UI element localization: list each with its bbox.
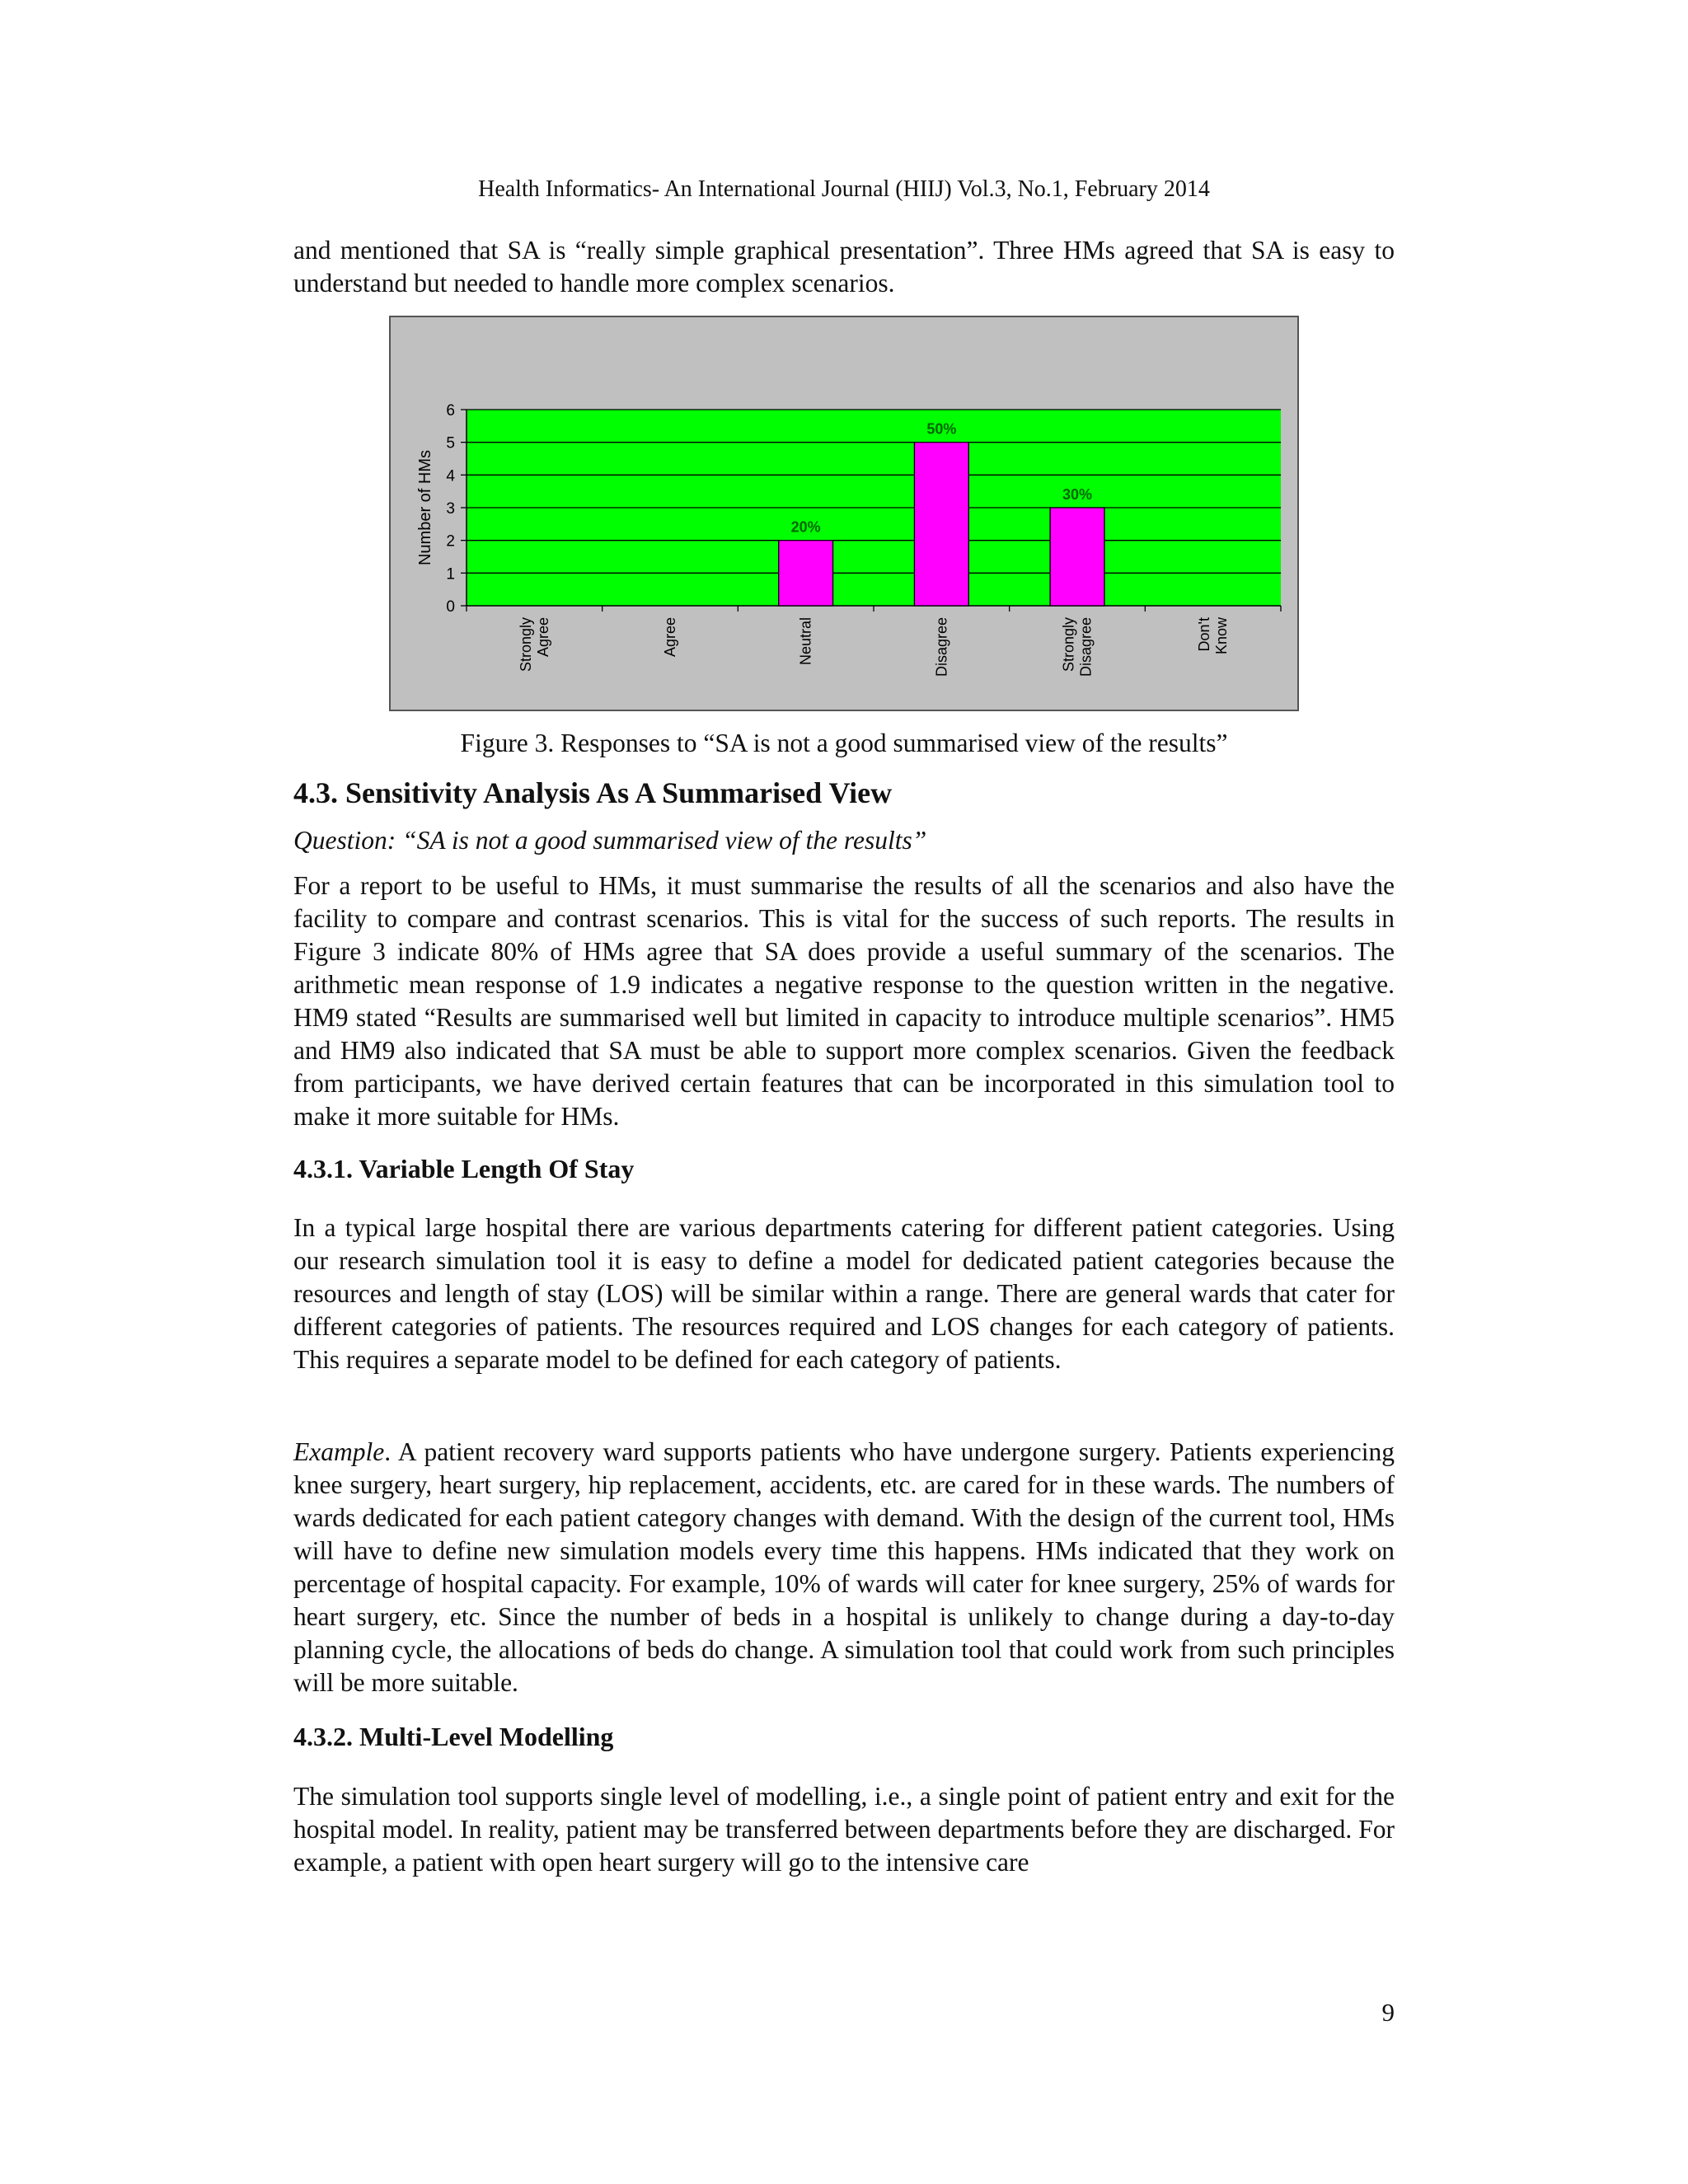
section-4-3-1-paragraph-1: In a typical large hospital there are various departments catering for different patient categories. Using our research simulation tool it is easy to define a model for dedicated patient categories because the resources and length of stay (LOS) will be similar within a range. There are general wards that cater for different categories of patients. The resources required and LOS changes for each category of patients. This requires a separate model to be defined for each category of patients. (293, 1213, 1395, 1374)
y-tick-label: 6 (446, 402, 455, 419)
x-tick-label (1196, 616, 1230, 654)
section-question: Question: “SA is not a good summarised view of the results” (293, 826, 927, 855)
section-heading-4-3: 4.3. Sensitivity Analysis As A Summarised View (293, 776, 893, 809)
section-4-3-2-paragraph: The simulation tool supports single level of modelling, i.e., a single point of patient entry and exit for the hospital model. In reality, patient may be transferred between departments before they are discharged. For example, a patient with open heart surgery will go to the intensive care (293, 1782, 1395, 1877)
x-tick-label-line: Don't (1196, 617, 1213, 652)
x-tick-label-line: Disagree (933, 617, 950, 677)
figure-3-chart (389, 316, 1299, 711)
bar (914, 443, 968, 606)
bar (1050, 508, 1104, 606)
x-tick-label (662, 617, 678, 657)
section-4-3-paragraph: For a report to be useful to HMs, it must summarise the results of all the scenarios and also have the facility to compare and contrast scenarios. This is vital for the success of such reports. The results in Figure 3 indicate 80% of HMs agree that SA does provide a useful summary of the scenarios. The arithmetic mean response of 1.9 indicates a negative response to the question written in the negative. HM9 stated “Results are summarised well but limited in capacity to introduce multiple scenarios”. HM5 and HM9 also indicated that SA must be able to support more complex scenarios. Given the feedback from participants, we have derived certain features that can be incorporated in this simulation tool to make it more suitable for HMs. (293, 871, 1395, 1131)
data-label: 20% (790, 518, 821, 536)
x-tick-label-line: Agree (534, 617, 551, 658)
section-heading-4-3-2: 4.3.2. Multi-Level Modelling (293, 1722, 614, 1751)
y-tick-label: 2 (446, 532, 455, 551)
x-tick-label-line: Disagree (1077, 617, 1095, 677)
data-label: 30% (1062, 486, 1093, 503)
y-tick-label: 4 (446, 467, 455, 485)
y-tick-label: 5 (446, 434, 455, 452)
y-axis-label: Number of HMs (416, 449, 434, 566)
x-tick-label (518, 617, 551, 672)
section-heading-4-3-1: 4.3.1. Variable Length Of Stay (293, 1154, 635, 1183)
y-tick-label: 1 (446, 565, 455, 583)
x-tick-label-line: Agree (662, 617, 678, 658)
x-tick-label-line: Strongly (1060, 617, 1077, 673)
y-tick-label: 3 (446, 500, 455, 518)
x-tick-label-line: Strongly (517, 617, 534, 673)
x-tick-label (933, 617, 950, 677)
running-header: Health Informatics- An International Journal (HIIJ) Vol.3, No.1, February 2014 (478, 176, 1210, 202)
x-tick-label (1061, 617, 1095, 677)
section-4-3-1-paragraph-2 (293, 1436, 1395, 1699)
x-tick-label (798, 617, 814, 665)
example-text: . A patient recovery ward supports patients who have undergone surgery. Patients experiencing knee surgery, heart surgery, hip replacement, accidents, etc. are cared for in these wards. The numbers of wards dedicated for each patient category changes with demand. With the design of the current tool, HMs will have to define new simulation models every time this happens. HMs indicated that they work on percentage of hospital capacity. For example, 10% of wards will cater for knee surgery, 25% of wards for heart surgery, etc. Since the number of beds in a hospital is unlikely to change during a day-to-day planning cycle, the allocations of beds do change. A simulation tool that could work from such principles will be more suitable. (293, 1437, 1395, 1697)
bar (779, 541, 833, 606)
x-tick-label-line: Know (1213, 617, 1231, 655)
x-tick-label-line: Neutral (797, 617, 814, 666)
intro-paragraph: and mentioned that SA is “really simple graphical presentation”. Three HMs agreed that SA is easy to understand but needed to handle more complex scenarios. (293, 236, 1395, 298)
example-label: Example (293, 1437, 385, 1466)
figure-caption: Figure 3. Responses to “SA is not a good summarised view of the results” (460, 729, 1228, 757)
y-tick-label: 0 (446, 598, 455, 616)
data-label: 50% (926, 420, 957, 438)
page-number: 9 (1381, 1998, 1395, 2027)
bar-chart-svg (391, 317, 1297, 710)
